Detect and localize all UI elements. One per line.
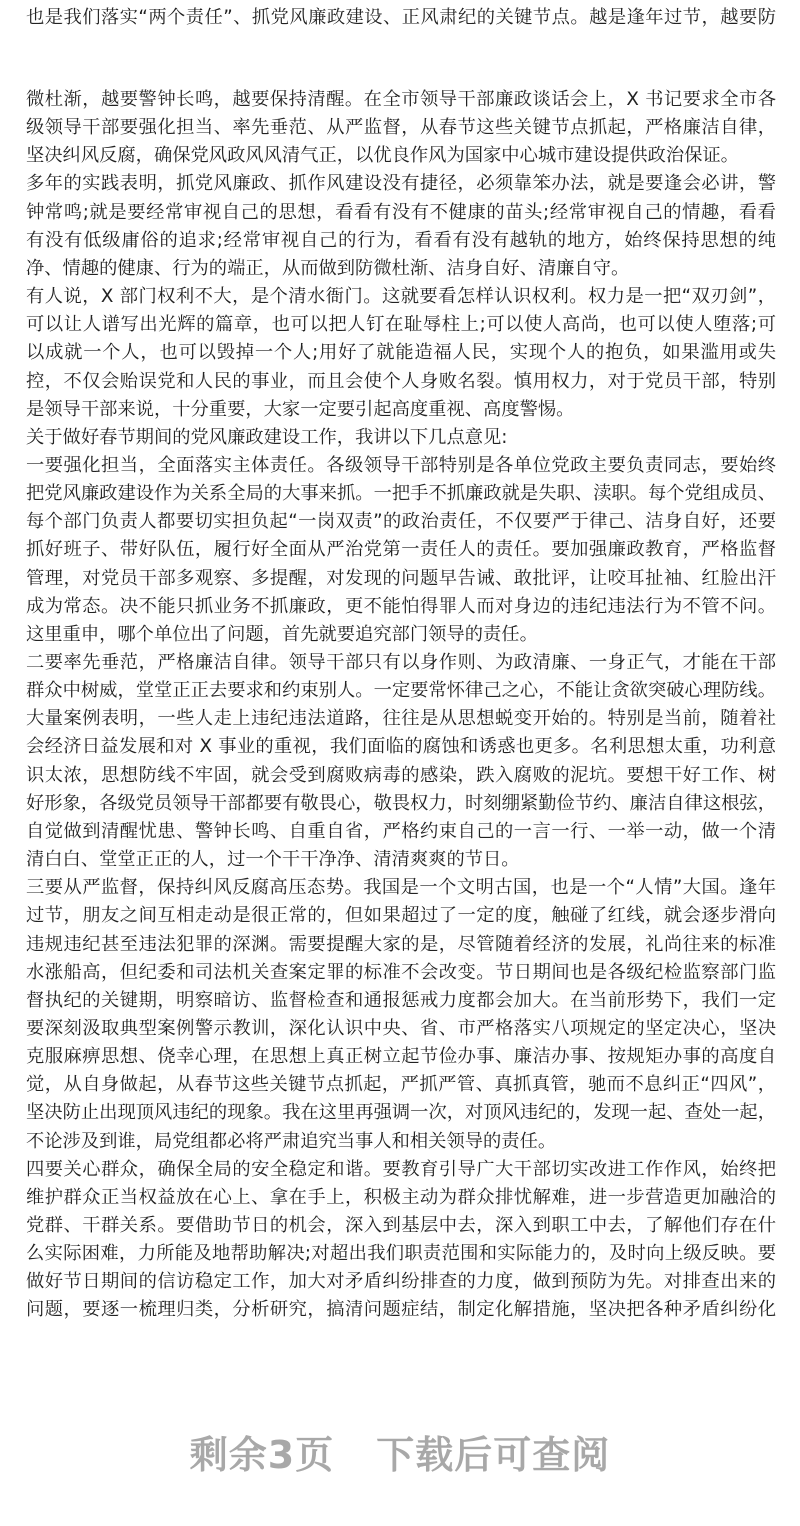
paragraph-line: 成为常态。决不能只抓业务不抓廉政，更不能怕得罪人而对身边的违纪违法行为不管不问。 [26, 595, 776, 617]
download-prompt[interactable] [0, 1424, 800, 1479]
paragraph-line: 每个部门负责人都要切实担负起“一岗双责”的政治责任，不仅要严于律己、洁身自好，还要 [26, 511, 776, 533]
paragraph-line: 做好节日期间的信访稳定工作，加大对矛盾纠纷排查的力度，做到预防为先。对排查出来的 [26, 1271, 776, 1293]
paragraph-line: 不论涉及到谁，局党组都必将严肃追究当事人和相关领导的责任。 [26, 1130, 557, 1152]
paragraph-line: 维护群众正当权益放在心上、拿在手上，积极主动为群众排忧解难，进一步营造更加融洽的 [26, 1186, 776, 1208]
paragraph-line: 管理，对党员干部多观察、多提醒，对发现的问题早告诫、敢批评，让咬耳扯袖、红脸出汗 [26, 567, 776, 589]
paragraph-line: 群众中树威，堂堂正正去要求和约束别人。一定要常怀律己之心，不能让贪欲突破心理防线。 [26, 680, 776, 702]
paragraph-line: 四要关心群众，确保全局的安全稳定和谐。要教育引导广大干部切实改进工作作风，始终把 [26, 1158, 776, 1180]
paragraph-line: 以成就一个人，也可以毁掉一个人;用好了就能造福人民，实现个人的抱负，如果滥用或失 [26, 342, 776, 364]
paragraph-line: 这里重申，哪个单位出了问题，首先就要追究部门领导的责任。 [26, 623, 538, 645]
paragraph-line: 级领导干部要强化担当、率先垂范、从严监督，从春节这些关键节点抓起，严格廉洁自律， [26, 117, 776, 139]
paragraph-line: 觉，从自身做起，从春节这些关键节点抓起，严抓严管、真抓真管，驰而不息纠正“四风”， [26, 1074, 776, 1096]
paragraph-line: 微杜渐，越要警钟长鸣，越要保持清醒。在全市领导干部廉政谈话会上，X 书记要求全市各 [26, 89, 776, 110]
paragraph-line: 要深刻汲取典型案例警示教训，深化认识中央、省、市严格落实八项规定的坚定决心，坚决 [26, 1017, 776, 1039]
paragraph-line: 是领导干部来说，十分重要，大家一定要引起高度重视、高度警惕。 [26, 398, 575, 420]
paragraph-line: 么实际困难，力所能及地帮助解决;对超出我们职责范围和实际能力的，及时向上级反映。要 [26, 1243, 776, 1265]
paragraph-line: 党群、干群关系。要借助节日的机会，深入到基层中去，深入到职工中去，了解他们存在什 [26, 1215, 776, 1236]
top-fragment-line: 也是我们落实“两个责任”、抓党风廉政建设、正风肃纪的关键节点。越是逢年过节，越要防 [26, 7, 776, 28]
paragraph-line: 自觉做到清醒忧患、警钟长鸣、自重自省，严格约束自己的一言一行、一举一动，做一个清 [26, 820, 776, 842]
paragraph-line: 过节，朋友之间互相走动是很正常的，但如果超过了一定的度，触碰了红线，就会逐步滑向 [26, 905, 776, 927]
paragraph-line: 清白白、堂堂正正的人，过一个干干净净、清清爽爽的节日。 [26, 849, 520, 871]
paragraph-line: 克服麻痹思想、侥幸心理，在思想上真正树立起节俭办事、廉洁办事、按规矩办事的高度自 [26, 1046, 776, 1068]
paragraph-line: 大量案例表明，一些人走上违纪违法道路，往往是从思想蜕变开始的。特别是当前，随着社 [26, 708, 776, 730]
paragraph-line: 有人说，X 部门权利不大，是个清水衙门。这就要看怎样认识权利。权力是一把“双刃剑”， [26, 286, 776, 308]
remaining-pages-label: 剩余3页 [189, 1433, 335, 1477]
download-to-view-label: 下载后可查阅 [376, 1433, 611, 1477]
paragraph-line: 控，不仅会贻误党和人民的事业，而且会使个人身败名裂。慎用权力，对于党员干部，特别 [26, 370, 776, 392]
paragraph-line: 会经济日益发展和对 X 事业的重视，我们面临的腐蚀和诱惑也更多。名利思想太重，功利意 [26, 736, 776, 758]
paragraph-line: 抓好班子、带好队伍，履行好全面从严治党第一责任人的责任。要加强廉政教育，严格监督 [26, 539, 776, 561]
paragraph-line: 督执纪的关键期，明察暗访、监督检查和通报惩戒力度都会加大。在当前形势下，我们一定 [26, 989, 776, 1011]
paragraph-line: 净、情趣的健康、行为的端正，从而做到防微杜渐、洁身自好、清廉自守。 [26, 257, 630, 279]
paragraph-line: 识太浓，思想防线不牢固，就会受到腐败病毒的感染，跌入腐败的泥坑。要想干好工作、树 [26, 764, 776, 786]
paragraph-line: 二要率先垂范，严格廉洁自律。领导干部只有以身作则、为政清廉、一身正气，才能在干部 [26, 652, 776, 673]
paragraph-line: 违规违纪甚至违法犯罪的深渊。需要提醒大家的是，尽管随着经济的发展，礼尚往来的标准 [26, 933, 776, 955]
paragraph-line: 多年的实践表明，抓党风廉政、抓作风建设没有捷径，必须靠笨办法，就是要逢会必讲，警 [26, 173, 776, 195]
paragraph-line: 一要强化担当，全面落实主体责任。各级领导干部特别是各单位党政主要负责同志，要始终 [26, 454, 776, 476]
paragraph-line: 坚决防止出现顶风违纪的现象。我在这里再强调一次，对顶风违纪的，发现一起、查处一起， [26, 1102, 776, 1124]
paragraph-line: 问题，要逐一梳理归类，分析研究，搞清问题症结，制定化解措施，坚决把各种矛盾纠纷化 [26, 1299, 776, 1321]
paragraph-line: 钟常鸣;就是要经常审视自己的思想，看看有没有不健康的苗头;经常审视自己的情趣，看看 [26, 201, 776, 223]
paragraph-line: 关于做好春节期间的党风廉政建设工作，我讲以下几点意见: [26, 426, 508, 448]
paragraph-line: 坚决纠风反腐，确保党风政风风清气正，以优良作风为国家中心城市建设提供政治保证。 [26, 145, 739, 167]
paragraph-line: 三要从严监督，保持纠风反腐高压态势。我国是一个文明古国，也是一个“人情”大国。逢年 [26, 877, 776, 899]
paragraph-line: 水涨船高，但纪委和司法机关查案定罪的标准不会改变。节日期间也是各级纪检监察部门监 [26, 961, 776, 983]
paragraph-line: 把党风廉政建设作为关系全局的大事来抓。一把手不抓廉政就是失职、渎职。每个党组成员、 [26, 483, 776, 505]
paragraph-line: 好形象，各级党员领导干部都要有敬畏心，敬畏权力，时刻绷紧勤俭节约、廉洁自律这根弦， [26, 792, 776, 814]
paragraph-line: 有没有低级庸俗的追求;经常审视自己的行为，看看有没有越轨的地方，始终保持思想的纯 [26, 229, 776, 251]
paragraph-line: 可以让人谱写出光辉的篇章，也可以把人钉在耻辱柱上;可以使人高尚，也可以使人堕落;可 [26, 314, 776, 336]
